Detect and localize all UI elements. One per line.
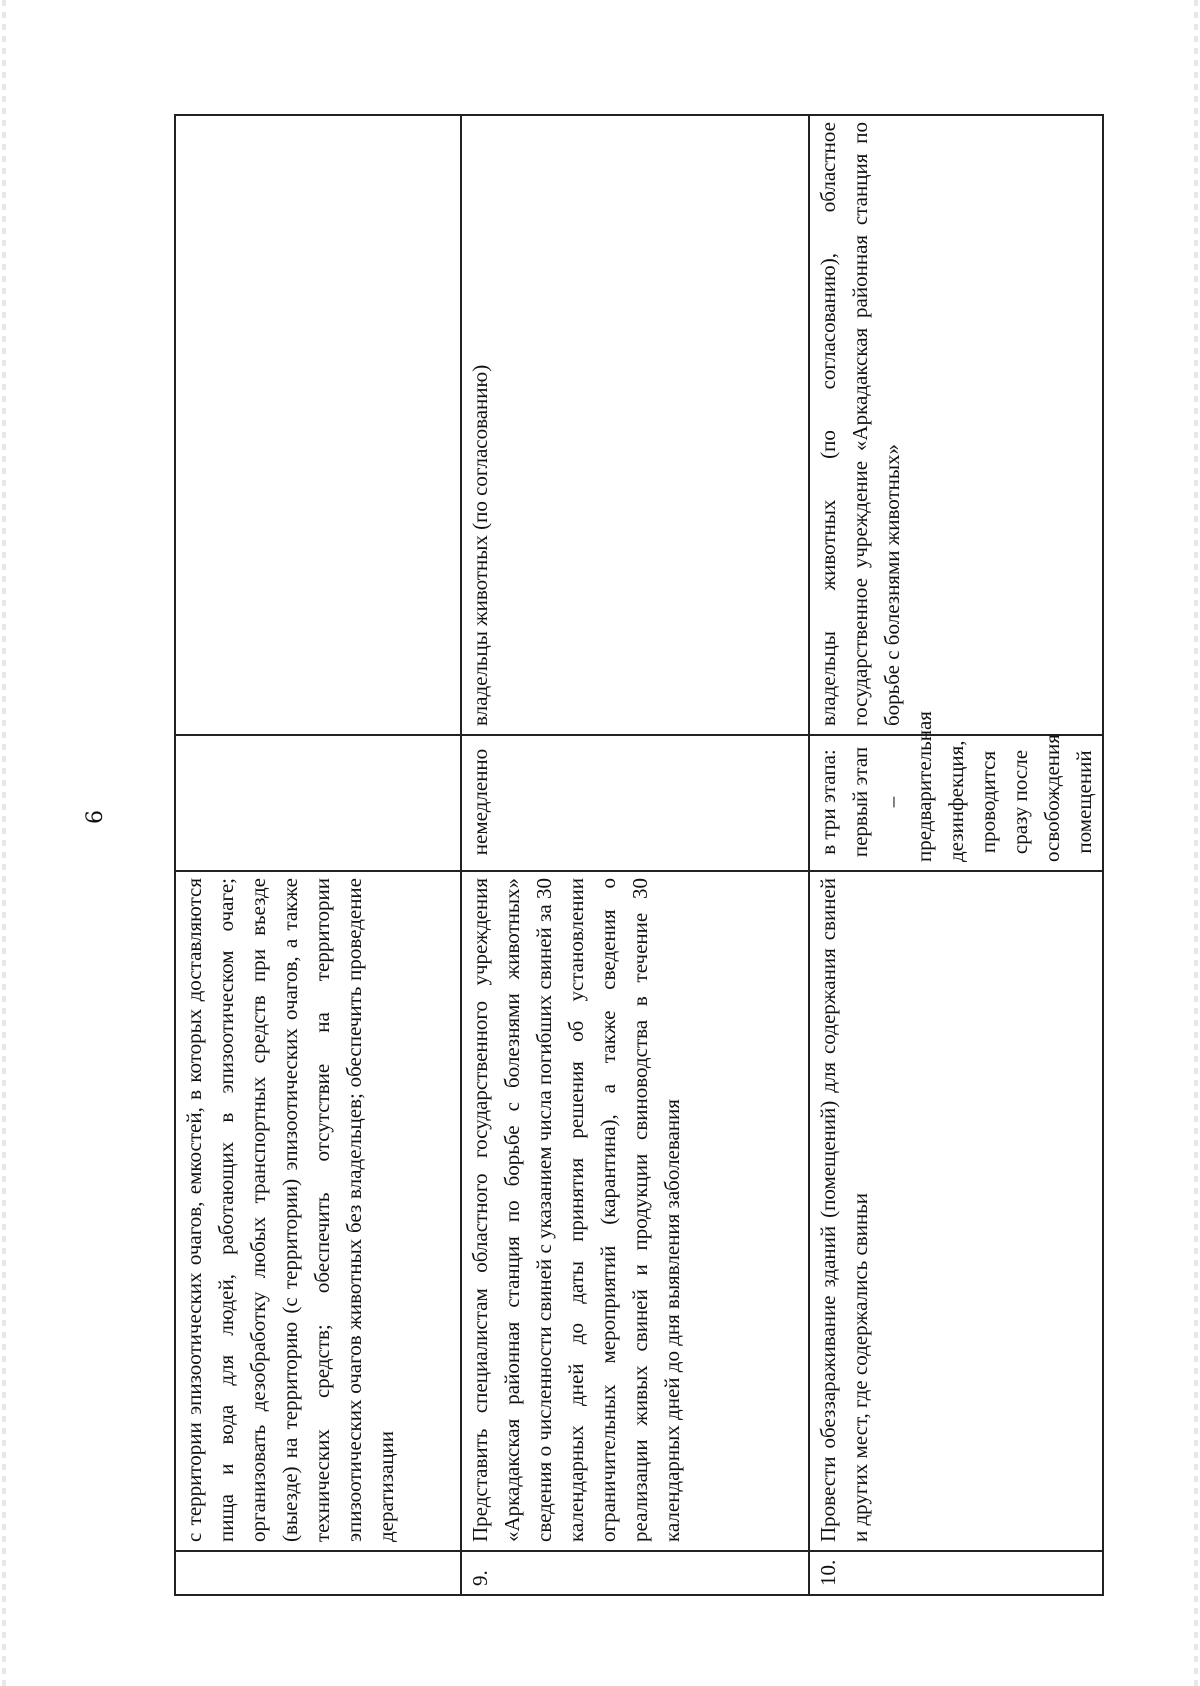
- row-number: 10.: [809, 1551, 1103, 1595]
- row-number: [175, 1551, 461, 1595]
- rotated-page-content: [174, 116, 1096, 1596]
- scan-edge-right: [1194, 0, 1198, 1686]
- table-row: [175, 115, 461, 1595]
- measure-description: с территории эпизоотических очагов, емкостей, в которых доставляются пища и вода для людей, работающих в эпизоотическом очаге; организовать дезобработку любых транспортных средств при въезде (выезде) на территорию (с территории) эпизоотических очагов, а также технических средств; обеспечить отсутствие на территории эпизоотических очагов животных без владельцев; обеспечить проведение дератизации: [175, 871, 461, 1551]
- measure-term: [175, 735, 461, 871]
- measure-term: немедленно: [461, 735, 809, 871]
- measure-description: Провести обеззараживание зданий (помещений) для содержания свиней и других мест, где содержались свиньи: [809, 871, 1103, 1551]
- measure-responsible: владельцы животных (по согласованию): [461, 115, 809, 735]
- page-number: 6: [83, 810, 108, 824]
- table-row: [809, 115, 1103, 1595]
- row-number: 9.: [461, 1551, 809, 1595]
- measures-table: [174, 114, 1104, 1596]
- scan-edge-left: [2, 0, 6, 1686]
- measure-responsible: владельцы животных (по согласованию), областное государственное учреждение «Аркадакская районная станция по борьбе с болезнями животных»: [809, 115, 1103, 735]
- table-row: [461, 115, 809, 1595]
- measure-responsible: [175, 115, 461, 735]
- measure-term: в три этапа: первый этап – предварительная дезинфекция, проводится сразу после освобождения помещений: [809, 735, 1103, 871]
- measure-description: Представить специалистам областного государственного учреждения «Аркадакская районная станция по борьбе с болезнями животных» сведения о численности свиней с указанием числа погибших свиней за 30 календарных дней до даты принятия решения об установлении ограничительных мероприятий (карантина), а также сведения о реализации живых свиней и продукции свиноводства в течение 30 календарных дней до дня выявления заболевания: [461, 871, 809, 1551]
